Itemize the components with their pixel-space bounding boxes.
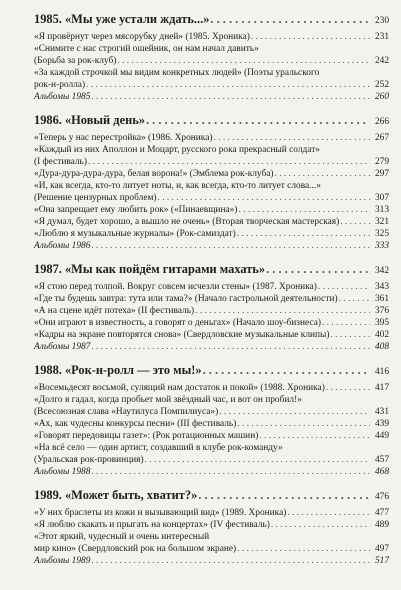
page-number: 431 (374, 407, 389, 417)
entry-title: «А на сцене идёт потеха» (II фестиваль) (34, 306, 195, 316)
entry-title: «Дура-дура-дура-дура, белая ворона!» (Эмблема рок-клуба) (34, 169, 274, 179)
page-number: 476 (374, 492, 389, 502)
page-number: 497 (374, 544, 389, 554)
entry-line: «Долго я гадал, когда пробьет мой звёздный час, и вот он пробил!» (34, 395, 302, 405)
toc-entry (34, 228, 389, 240)
dot-leader (91, 91, 370, 103)
page-number: 417 (374, 383, 389, 393)
entry-line: «За каждой строчкой мы видим конкретных людей» (Поэты уральского (34, 68, 320, 78)
page-number: 307 (374, 193, 389, 203)
toc-entry (34, 192, 389, 204)
toc-entry (34, 430, 389, 442)
section-heading (34, 363, 389, 378)
toc-entry (34, 329, 389, 341)
toc-section (34, 488, 389, 567)
dot-leader (145, 454, 370, 466)
dot-leader (340, 216, 370, 228)
dot-leader (219, 406, 370, 418)
toc-entry (34, 406, 389, 418)
dot-leader (318, 281, 370, 293)
page-number: 231 (374, 32, 389, 42)
page-number: 297 (374, 169, 389, 179)
toc-entry (34, 91, 389, 103)
page-number: 321 (374, 217, 389, 227)
entry-title: «Я провёрнут через мясорубку дней» (1985. Хроника) (34, 32, 250, 42)
dot-leader (210, 12, 368, 27)
entry-title: «Где ты будешь завтра: тута или тама?» (Начало гастрольной деятельности) (34, 294, 338, 304)
page-number: 333 (374, 241, 389, 251)
entry-title: «Ах, как чудесны конкурсы песни» (III фестиваль) (34, 419, 237, 429)
entry-title: (Решение цензурных проблем) (34, 193, 157, 203)
dot-leader (330, 329, 370, 341)
toc-section (34, 262, 389, 353)
entry-title: «Говорят передовицы газет»: (Рок ротационных машин) (34, 431, 259, 441)
entry-title: Альбомы 1989 (34, 556, 91, 566)
section-title: 1987. «Мы как пойдём гитарами махать» (34, 262, 266, 276)
page-number: 342 (374, 266, 389, 276)
dot-leader (259, 430, 370, 442)
dot-leader (146, 113, 368, 128)
dot-leader (251, 31, 370, 43)
entry-line: «И, как всегда, кто-то литует ноты, и, как всегда, кто-то литует слова...» (34, 181, 321, 191)
section-heading (34, 488, 389, 503)
dot-leader (158, 192, 370, 204)
entry-title: «Кадры на экране повторятся снова» (Свердловские музыкальные клипы) (34, 330, 330, 340)
dot-leader (238, 204, 370, 216)
toc-entry (34, 168, 389, 180)
dot-leader (213, 132, 370, 144)
section-heading (34, 262, 389, 277)
page-number: 343 (374, 282, 389, 292)
entry-title: (I фестиваль) (34, 157, 87, 167)
toc-entry (34, 418, 389, 430)
toc-entry (34, 507, 389, 519)
entry-line: «Каждый из них Аполлон и Моцарт, русского рока прекрасный солдат» (34, 145, 320, 155)
page-number: 325 (374, 229, 389, 239)
page-number: 408 (374, 342, 389, 352)
toc-entry (34, 79, 389, 91)
page-number: 517 (374, 556, 389, 566)
page-number: 395 (374, 318, 389, 328)
dot-leader (91, 341, 370, 353)
toc-entry (34, 240, 389, 252)
page-number: 402 (374, 330, 389, 340)
section-title: 1986. «Новый день» (34, 113, 145, 127)
page-number: 449 (374, 431, 389, 441)
page-number: 230 (374, 16, 389, 26)
entry-title: рок-н-ролла) (34, 80, 86, 90)
dot-leader (339, 293, 370, 305)
entry-title: «Я думал, будет хорошо, а вышло не очень» (Вторая творческая мастерская) (34, 217, 340, 227)
toc-entry (34, 55, 389, 67)
section-title: 1989. «Может быть, хватит?» (34, 488, 198, 502)
page-number: 457 (374, 455, 389, 465)
section-title: 1988. «Рок-н-ролл — это мы!» (34, 363, 202, 377)
toc-section (34, 12, 389, 103)
page-number: 468 (374, 467, 389, 477)
section-heading (34, 12, 389, 27)
toc-entry (34, 382, 389, 394)
dot-leader (322, 317, 370, 329)
entry-title: «Теперь у нас перестройка» (1986. Хроника) (34, 133, 213, 143)
entry-title: Альбомы 1985 (34, 92, 91, 102)
dot-leader (198, 488, 368, 503)
entry-title: (Борьба за рок-клуб) (34, 56, 117, 66)
dot-leader (271, 519, 370, 531)
dot-leader (237, 418, 370, 430)
toc-entry (34, 454, 389, 466)
entry-line: «На всё село — один артист, создавший в клубе рок-команду» (34, 443, 283, 453)
dot-leader (91, 466, 370, 478)
toc-entry (34, 466, 389, 478)
entry-title: Альбомы 1987 (34, 342, 91, 352)
dot-leader (91, 240, 370, 252)
entry-title: «Она запрещает ему любить рок» («Пинаевщина») (34, 205, 238, 215)
entry-title: «Восемьдесят восьмой, сулящий нам достаток и покой» (1988. Хроника) (34, 383, 325, 393)
page-number: 376 (374, 306, 389, 316)
dot-leader (117, 55, 370, 67)
toc-entry (34, 132, 389, 144)
page-number: 416 (374, 367, 389, 377)
toc-entry (34, 204, 389, 216)
entry-title: «Я стою перед толпой. Вокруг совсем исчезли стены» (1987. Хроника) (34, 282, 317, 292)
toc-entry (34, 555, 389, 567)
entry-title: «Люблю я музыкальные журналы» (Рок-самиздат) (34, 229, 236, 239)
dot-leader (326, 382, 370, 394)
dot-leader (237, 228, 370, 240)
dot-leader (88, 156, 370, 168)
entry-title: мир кино» (Свердловский рок на большом экране) (34, 544, 237, 554)
page-number: 267 (374, 133, 389, 143)
toc-entry (34, 31, 389, 43)
entry-title: Альбомы 1988 (34, 467, 91, 477)
section-heading (34, 113, 389, 128)
dot-leader (203, 363, 368, 378)
toc-entry (34, 543, 389, 555)
page-number: 252 (374, 80, 389, 90)
page-number: 313 (374, 205, 389, 215)
toc-entry (34, 281, 389, 293)
dot-leader (275, 168, 370, 180)
dot-leader (287, 507, 370, 519)
toc-entry (34, 317, 389, 329)
toc-entry (34, 341, 389, 353)
dot-leader (266, 262, 368, 277)
dot-leader (237, 543, 370, 555)
entry-title: Альбомы 1986 (34, 241, 91, 251)
entry-title: «Они играют в известность, а говорят о деньгах» (Начало шоу-бизнеса) (34, 318, 321, 328)
toc-section (34, 113, 389, 252)
page-number: 489 (374, 520, 389, 530)
toc-section (34, 363, 389, 478)
page-number: 242 (374, 56, 389, 66)
entry-title: (Уральская рок-провинция) (34, 455, 144, 465)
dot-leader (86, 79, 370, 91)
page-number: 361 (374, 294, 389, 304)
entry-title: «Я люблю скакать и прыгать на концертах» (IV фестиваль) (34, 520, 270, 530)
toc-entry (34, 293, 389, 305)
page-number: 260 (374, 92, 389, 102)
toc-entry (34, 216, 389, 228)
entry-title: «У них браслеты из кожи и вызывающий вид» (1989. Хроника) (34, 508, 287, 518)
page-number: 266 (374, 117, 389, 127)
toc-entry (34, 305, 389, 317)
toc-entry (34, 519, 389, 531)
page-number: 477 (374, 508, 389, 518)
entry-line: «Снимите с нас строгий ошейник, он нам начал давить» (34, 44, 259, 54)
section-title: 1985. «Мы уже устали ждать...» (34, 12, 210, 26)
dot-leader (195, 305, 370, 317)
entry-line: «Этот яркий, чудесный и очень интересный (34, 532, 210, 542)
entry-title: (Всесоюзная слава «Наутилуса Помпилиуса») (34, 407, 219, 417)
page-number: 439 (374, 419, 389, 429)
dot-leader (91, 555, 370, 567)
page-number: 279 (374, 157, 389, 167)
toc-entry (34, 156, 389, 168)
